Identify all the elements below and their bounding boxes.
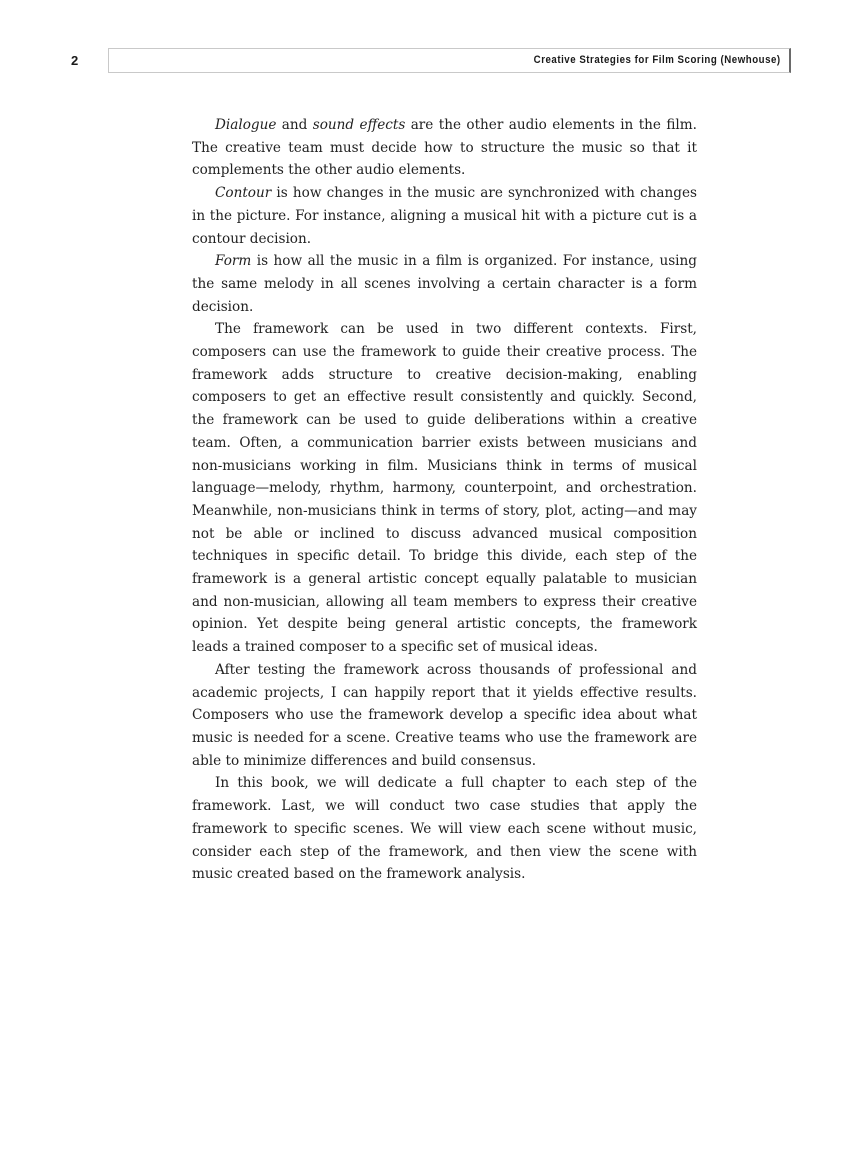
- body-text: [192, 114, 697, 886]
- running-head: [108, 48, 791, 73]
- paragraph-framework-contexts: The framework can be used in two different contexts. First, composers can use the framework to guide their creative process. The framework adds structure to creative decision-making, enabling composers to get an effective result consistently and quickly. Second, the framework can be used to guide deliberations within a creative team. Often, a communication barrier exists between musicians and non-musicians working in film. Musicians think in terms of musical language—melody, rhythm, harmony, counterpoint, and orchestration. Meanwhile, non-musicians think in terms of story, plot, acting—and may not be able or inclined to discuss advanced musical composition techniques in specific detail. To bridge this divide, each step of the framework is a general artistic concept equally palatable to musician and non-musician, allowing all team members to express their creative opinion. Yet despite being general artistic concepts, the framework leads a trained composer to a specific set of musical ideas.: [192, 321, 697, 656]
- paragraph-form: [192, 250, 697, 318]
- term-sound-effects: sound effects: [312, 117, 406, 133]
- paragraph-book-outline: In this book, we will dedicate a full chapter to each step of the framework. Last, we will conduct two case studies that apply the framework to specific scenes. We will view each scene without music, consider each step of the framework, and then view the scene with music created based on the framework analysis.: [192, 775, 697, 883]
- term-form: Form: [215, 253, 252, 270]
- paragraph-dialogue-text: are the other audio elements in the film. The creative team must decide how to structure the music so that it complements the other audio elements.: [192, 117, 697, 179]
- paragraph-dialogue: [192, 114, 697, 182]
- page-number: 2: [71, 53, 79, 68]
- paragraph-testing-results: After testing the framework across thousands of professional and academic projects, I can happily report that it yields effective results. Composers who use the framework develop a specific idea about what music is needed for a scene. Creative teams who use the framework are able to minimize differences and build consensus.: [192, 661, 697, 769]
- paragraph-contour: [192, 182, 697, 250]
- paragraph-contour-text: is how changes in the music are synchronized with changes in the picture. For instance, aligning a musical hit with a picture cut is a contour decision.: [192, 185, 697, 247]
- running-head-title: Creative Strategies for Film Scoring (Newhouse): [534, 54, 781, 66]
- term-contour: Contour: [215, 185, 272, 202]
- term-dialogue: Dialogue: [215, 117, 277, 133]
- paragraph-dialogue-conjunction: and: [276, 117, 313, 133]
- paragraph-form-text: is how all the music in a film is organized. For instance, using the same melody in all scenes involving a certain character is a form decision.: [192, 253, 697, 315]
